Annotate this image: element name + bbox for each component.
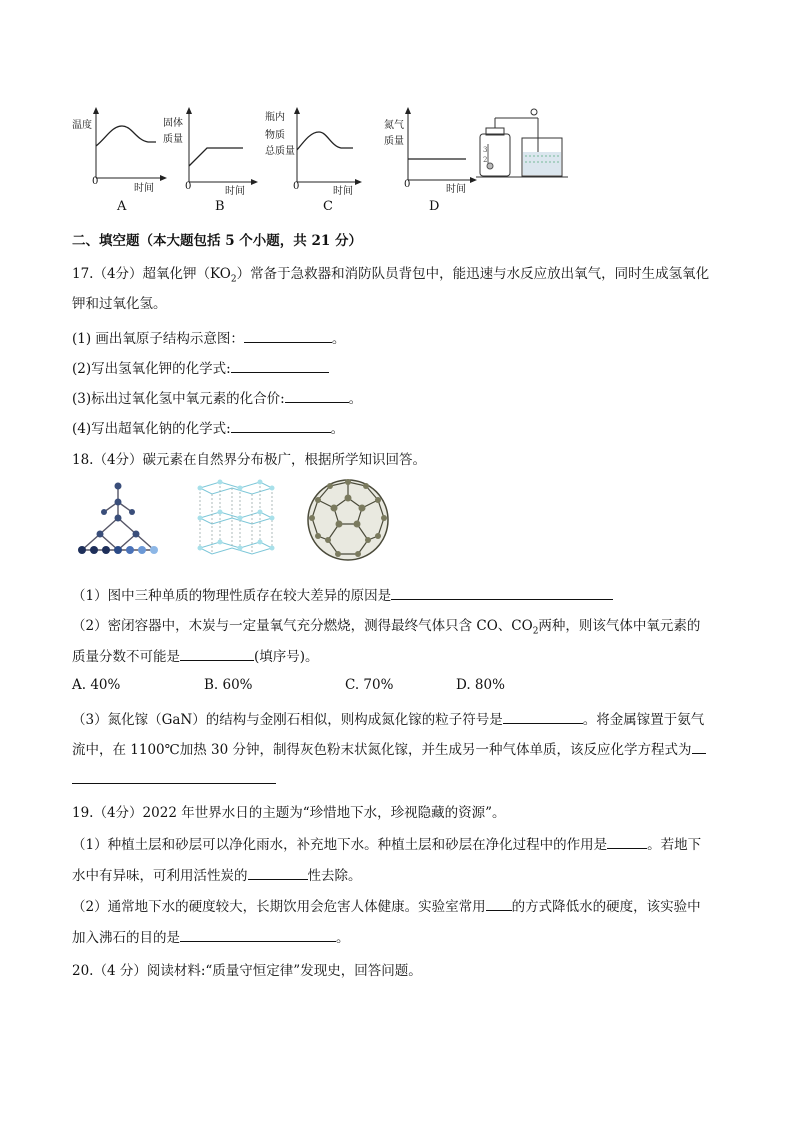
q18-part3-c: 流中，在 1100℃加热 30 分钟，制得灰色粉末状氮化镓，并生成另一种气体单质，该反应化学方程式为 <box>72 742 692 758</box>
q17-part1-blank[interactable] <box>244 328 332 343</box>
q17-part3-end: 。 <box>348 391 363 407</box>
graph-c-origin: 0 <box>293 181 300 192</box>
q17-part2-blank[interactable] <box>231 358 329 373</box>
q18-part1-blank[interactable] <box>391 585 613 600</box>
graphite-structure-image <box>190 478 280 566</box>
q19-part1-b: 。若地下 <box>647 837 702 853</box>
q18-part2-d: (填序号)。 <box>254 649 319 665</box>
q17-stem-sub: 2 <box>230 274 237 285</box>
q18-part3-answer-line[interactable] <box>72 783 276 784</box>
q19-part2-blank1[interactable] <box>486 896 512 911</box>
q17-stem-b: ）常备于急救器和消防队员背包中，能迅速与水反应放出氧气，同时生成氢氧化 <box>236 266 710 282</box>
q17-part3 <box>72 387 362 407</box>
graph-d-ylabel-2: 质量 <box>384 136 404 147</box>
graph-a-xlabel: 时间 <box>134 183 154 194</box>
q17-part3-blank[interactable] <box>285 388 349 403</box>
q18-part1-text: （1）图中三种单质的物理性质存在较大差异的原因是 <box>72 588 392 604</box>
q17-part4-text: (4)写出超氧化钠的化学式: <box>72 421 231 437</box>
graph-c <box>265 104 365 197</box>
c60-structure-image <box>302 476 394 568</box>
q17-part4 <box>72 417 344 437</box>
q19-part2-d: 。 <box>336 930 350 946</box>
q18-part2-line2 <box>72 645 319 665</box>
graph-b <box>163 104 263 197</box>
graph-a-ylabel: 温度 <box>72 120 92 131</box>
graph-c-xlabel: 时间 <box>333 186 353 197</box>
q18-part2-a: （2）密闭容器中，木炭与一定量氧气充分燃烧，测得最终气体只含 CO、CO <box>72 618 533 634</box>
section-title: 二、填空题（本大题包括 5 个小题，共 21 分） <box>72 233 362 249</box>
q19-part1-d: 性去除。 <box>307 868 362 884</box>
q17-part4-end: 。 <box>330 421 345 437</box>
graph-c-ylabel-3: 总质量 <box>265 146 295 157</box>
q17-part4-blank[interactable] <box>231 418 331 433</box>
graph-d-caption: D <box>429 199 440 214</box>
graph-c-caption: C <box>323 199 333 214</box>
q19-part1-c: 水中有异味，可利用活性炭的 <box>72 868 248 884</box>
graph-c-ylabel-2: 物质 <box>265 130 285 141</box>
q18-part2-c: 质量分数不可能是 <box>72 649 180 665</box>
q18-part3-b: 。将金属镓置于氨气 <box>582 712 705 728</box>
q19-stem: 19.（4分）2022 年世界水日的主题为“珍惜地下水，珍视隐藏的资源”。 <box>72 805 506 821</box>
q18-part3-a: （3）氮化镓（GaN）的结构与金刚石相似，则构成氮化镓的粒子符号是 <box>72 712 503 728</box>
q18-option-d[interactable]: D. 80% <box>456 677 505 693</box>
q18-part2-blank[interactable] <box>180 646 254 661</box>
q19-part2-b: 的方式降低水的硬度，该实验中 <box>511 899 701 915</box>
graph-c-ylabel-1: 瓶内 <box>265 112 285 123</box>
q19-part2-blank2[interactable] <box>180 927 336 942</box>
graph-b-origin: 0 <box>185 181 192 192</box>
svg-text:2: 2 <box>483 156 488 164</box>
q19-part2-line1 <box>72 895 701 915</box>
q19-part1-line1 <box>72 833 701 853</box>
q18-part3-blank2[interactable] <box>692 739 706 754</box>
q20-stem: 20.（4 分）阅读材料:“质量守恒定律”发现史，回答问题。 <box>72 963 422 979</box>
graph-a-caption: A <box>117 199 127 214</box>
graph-a-origin: 0 <box>92 176 99 187</box>
graph-b-ylabel-1: 固体 <box>163 118 183 129</box>
q18-part3-line1 <box>72 708 704 728</box>
graph-b-xlabel: 时间 <box>225 186 245 197</box>
q18-part2-b: 两种，则该气体中氧元素的 <box>538 618 701 634</box>
q18-part3-blank1[interactable] <box>503 709 583 724</box>
q17-stem-line1 <box>72 262 709 285</box>
q18-option-a[interactable]: A. 40% <box>72 677 121 693</box>
q19-part2-a: （2）通常地下水的硬度较大，长期饮用会危害人体健康。实验室常用 <box>72 899 486 915</box>
q18-part2-sub: 2 <box>532 626 539 637</box>
graph-d <box>380 104 480 194</box>
q17-stem-a: 17.（4分）超氧化钾（KO <box>72 266 231 282</box>
q17-part2-text: (2)写出氢氧化钾的化学式: <box>72 361 231 377</box>
q18-part1 <box>72 584 613 604</box>
q17-part1 <box>72 327 345 347</box>
graph-d-ylabel-1: 氮气 <box>384 120 404 131</box>
q19-part1-blank2[interactable] <box>248 865 308 880</box>
graph-b-caption: B <box>215 199 225 214</box>
q17-stem-line2: 钾和过氧化氢。 <box>72 296 167 312</box>
svg-text:3: 3 <box>483 146 488 154</box>
q19-part1-blank1[interactable] <box>607 834 647 849</box>
diamond-structure-image <box>74 478 164 566</box>
q17-part1-end: 。 <box>331 331 346 347</box>
graph-a <box>72 104 172 194</box>
q19-part1-line2 <box>72 864 362 884</box>
graph-d-origin: 0 <box>404 179 411 190</box>
apparatus-illustration <box>476 104 568 184</box>
q18-part3-line2 <box>72 738 706 758</box>
q19-part1-a: （1）种植土层和砂层可以净化雨水，补充地下水。种植土层和砂层在净化过程中的作用是 <box>72 837 608 853</box>
q17-part2 <box>72 357 329 377</box>
q19-part2-c: 加入沸石的目的是 <box>72 930 180 946</box>
q17-part1-text: (1) 画出氧原子结构示意图： <box>72 331 244 347</box>
q18-option-b[interactable]: B. 60% <box>204 677 253 693</box>
q18-stem: 18.（4分）碳元素在自然界分布极广，根据所学知识回答。 <box>72 452 427 468</box>
q17-part3-text: (3)标出过氧化氢中氧元素的化合价: <box>72 391 285 407</box>
graph-d-xlabel: 时间 <box>446 184 466 195</box>
q19-part2-line2 <box>72 926 350 946</box>
graph-b-ylabel-2: 质量 <box>163 134 183 145</box>
q18-option-c[interactable]: C. 70% <box>345 677 394 693</box>
q18-part2-line1 <box>72 614 700 637</box>
